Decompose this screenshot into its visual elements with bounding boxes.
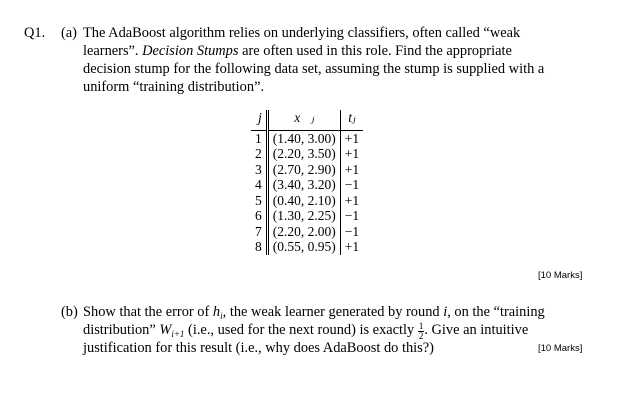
header-j: j <box>251 110 267 130</box>
header-t: tⱼ <box>340 110 363 130</box>
row-t-value: −1 <box>344 208 360 223</box>
row-index: 4 <box>251 177 267 193</box>
row-t-value: +1 <box>344 146 360 161</box>
part-b-marks: [10 Marks] <box>538 343 583 354</box>
table-row <box>251 177 363 193</box>
row-x-value: (3.40, 3.20) <box>267 177 340 193</box>
part-a-line-3: decision stump for the following data set, assuming the stump is supplied with a <box>83 61 545 77</box>
header-x: x⃗ⱼ <box>267 110 340 130</box>
part-a-marks: [10 Marks] <box>538 270 583 281</box>
row-t-value: +1 <box>344 239 360 254</box>
row-index: 1 <box>251 130 267 146</box>
row-x-value: (2.70, 2.90) <box>267 162 340 178</box>
row-t-value: −1 <box>344 177 360 192</box>
h-variable: $h_i$ <box>212 304 223 321</box>
table-row <box>251 208 363 224</box>
w-variable: $W_{i+1}$ <box>159 322 185 339</box>
row-x-value: (2.20, 2.00) <box>267 224 340 240</box>
row-x-value: (0.55, 0.95) <box>267 239 340 255</box>
row-index: 8 <box>251 239 267 255</box>
row-x-value: (0.40, 2.10) <box>267 193 340 209</box>
question-number: Q1. <box>24 25 46 41</box>
decision-stumps-term: Decision Stumps <box>142 43 239 59</box>
row-t-value: +1 <box>344 192 360 208</box>
row-index: 6 <box>251 208 267 224</box>
i-variable: i <box>443 304 448 320</box>
part-a-line-1: The AdaBoost algorithm relies on underlying classifiers, often called “weak <box>83 25 521 41</box>
data-table <box>251 110 363 255</box>
row-index: 7 <box>251 224 267 240</box>
row-x-value: (2.20, 3.50) <box>267 146 340 162</box>
row-index: 2 <box>251 146 267 162</box>
row-t-value: −1 <box>344 223 360 239</box>
part-a-line-2: learners”. Decision Stumps are often used in this role. Find the appropriate <box>83 43 512 59</box>
part-b-line-3: justification for this result (i.e., why does AdaBoost do this?) <box>83 340 434 356</box>
table-row <box>251 130 363 146</box>
table-row <box>251 146 363 162</box>
table-row <box>251 193 363 209</box>
table-row <box>251 239 363 255</box>
row-index: 3 <box>251 162 267 178</box>
part-a-label: (a) <box>61 25 77 41</box>
row-x-value: (1.40, 3.00) <box>267 130 340 146</box>
table-row <box>251 162 363 178</box>
row-x-value: (1.30, 2.25) <box>267 208 340 224</box>
row-index: 5 <box>251 193 267 209</box>
part-b-label: (b) <box>61 304 78 320</box>
part-b-line-2: distribution” $W_{i+1}$ (i.e., used for the next round) is exactly $\frac{1}{2}$ . Give an intuitive <box>83 321 529 341</box>
table-row <box>251 224 363 240</box>
row-t-value: +1 <box>344 161 360 177</box>
part-a-line-4: uniform “training distribution”. <box>83 79 265 95</box>
part-b-line-1: Show that the error of $h_i$, the weak learner generated by round i, on the “training <box>83 304 545 321</box>
one-half-fraction: $\frac{1}{2}$ <box>418 321 424 341</box>
row-t-value: +1 <box>344 130 360 146</box>
